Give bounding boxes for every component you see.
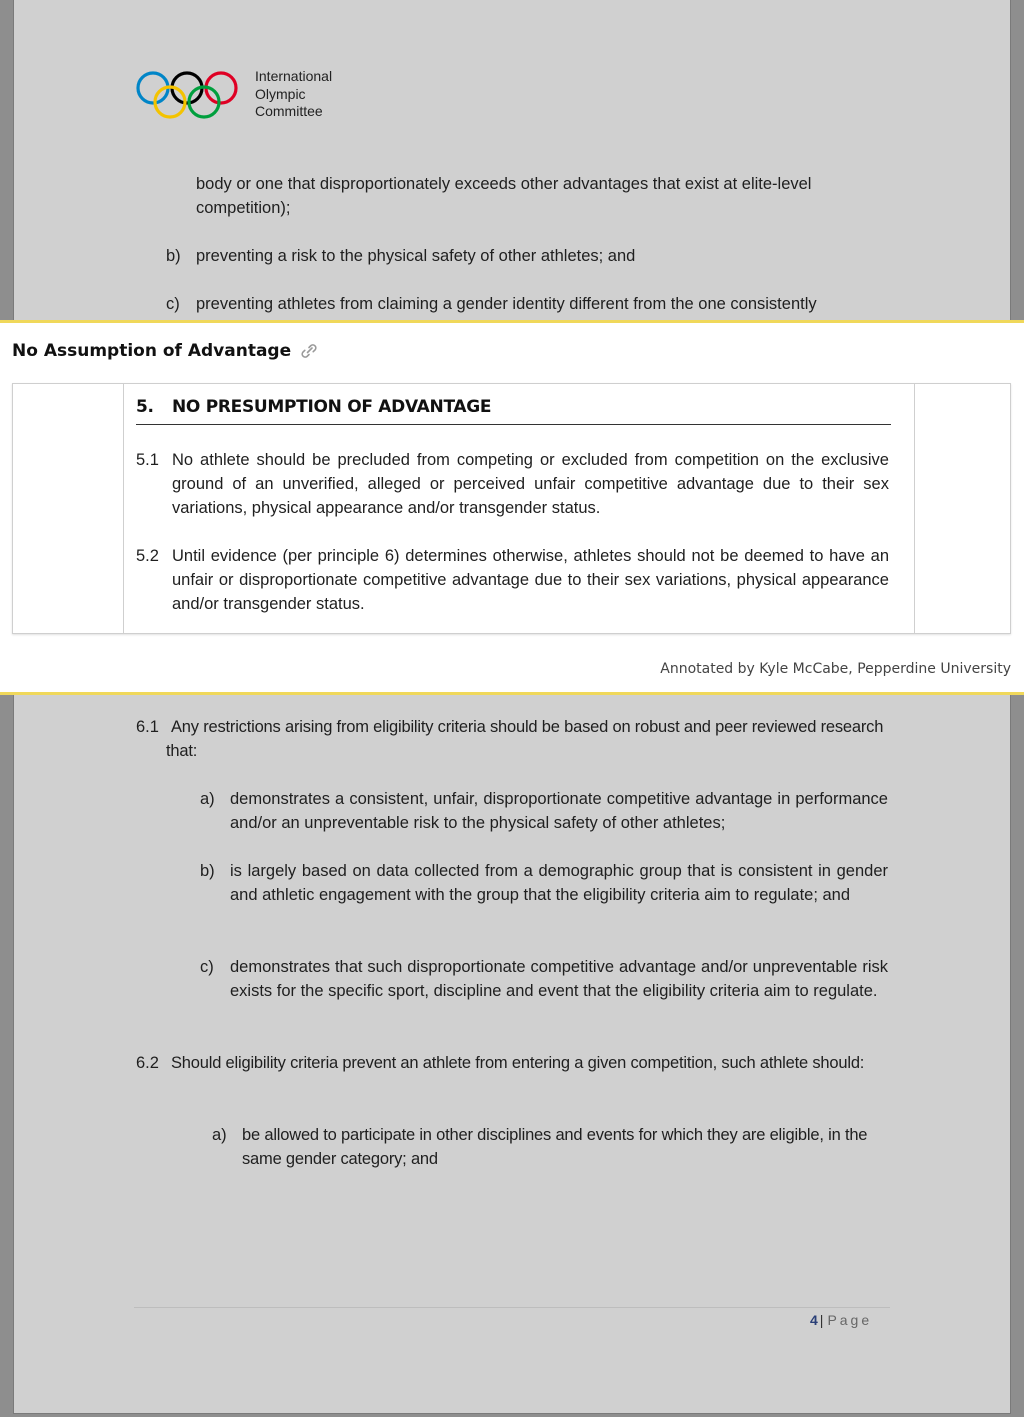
footer-rule [134,1307,890,1308]
section-title: NO PRESUMPTION OF ADVANTAGE [172,397,492,417]
clause-6-1-c-text: demonstrates that such disproportionate competitive advantage and/or unpreventable risk exists for the specific sport, discipline and event that the eligibility criteria aim to regulate. [230,958,888,1000]
clause-6-2-a-text: be allowed to participate in other disciplines and events for which they are eligible, in the same gender category; and [242,1126,868,1168]
clause-6-2-number: 6.2 [136,1054,159,1072]
section-number: 5. [136,397,154,417]
section-heading [136,396,891,425]
clause-6-1-a-text: demonstrates a consistent, unfair, disproportionate competitive advantage in performance and/or an unpreventable risk to the physical safety of other athletes; [230,790,888,832]
page-label: Page [827,1312,873,1328]
clause-5-1-number: 5.1 [136,451,159,469]
logo-line-3: Committee [255,103,323,119]
highlight-panel [0,320,1024,695]
clause-6-1-c-marker: c) [200,958,214,976]
clause-6-1-text: Any restrictions arising from eligibility criteria should be based on robust and peer reviewed research that: [166,718,884,760]
list-marker-c: c) [166,295,180,313]
clause-5-2-text: Until evidence (per principle 6) determines otherwise, athletes should not be deemed to have an unfair or disproportionate competitive advantage due to their sex variations, physical appearance and/or transgender status. [172,547,889,613]
annotation-credit: Annotated by Kyle McCabe, Pepperdine University [660,661,1011,677]
continued-text-line-1: body or one that disproportionately exceeds other advantages that exist at elite-level [196,175,812,193]
highlight-title: No Assumption of Advantage [12,341,292,361]
list-marker-b: b) [166,247,181,265]
list-item-b: preventing a risk to the physical safety of other athletes; and [196,247,636,265]
clause-5-2-number: 5.2 [136,547,159,565]
page-number-value: 4 [810,1312,818,1328]
highlight-heading [12,341,319,361]
clause-6-1-a-marker: a) [200,790,215,808]
logo-line-2: Olympic [255,85,306,102]
olympic-rings-icon [135,68,240,120]
page-number [810,1312,872,1328]
clause-5-1-text: No athlete should be precluded from competing or excluded from competition on the exclusive ground of an unverified, alleged or perceived unfair competitive advantage due to their sex variations, physical appearance and/or transgender status. [172,451,889,517]
page-separator: | [819,1312,824,1328]
document-page [14,0,1010,1413]
logo-line-1: International [255,68,333,84]
clause-6-2-text: Should eligibility criteria prevent an athlete from entering a given competition, such athlete should: [171,1054,865,1072]
clause-6-2-a-marker: a) [212,1126,227,1144]
continued-text-line-2: competition); [196,199,291,217]
clause-6-1-b-text: is largely based on data collected from a demographic group that is consistent in gender and athletic engagement with the group that the eligibility criteria aim to regulate; and [230,862,888,904]
logo-wordmark [255,68,332,121]
list-item-c: preventing athletes from claiming a gender identity different from the one consistently [196,295,817,313]
clause-6-1-number: 6.1 [136,718,159,736]
link-icon[interactable] [299,341,319,361]
clause-6-1-b-marker: b) [200,862,215,880]
document-excerpt [12,383,1011,634]
